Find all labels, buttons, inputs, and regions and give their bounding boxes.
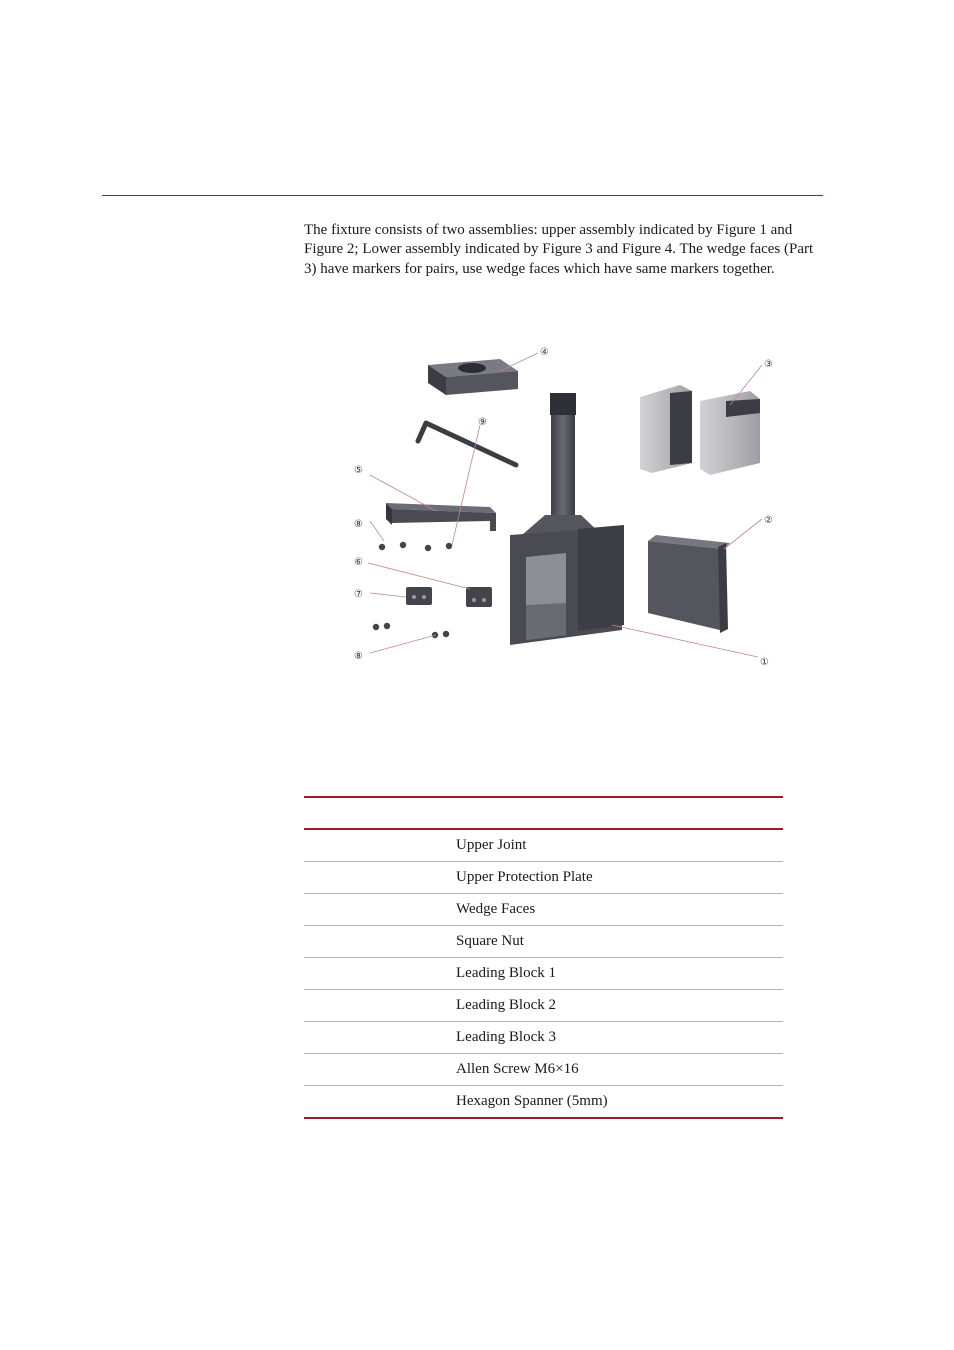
table-row [304,1086,783,1119]
part-number [304,926,456,958]
part-number [304,862,456,894]
table-row [304,829,783,862]
header-name [456,797,783,829]
table-row [304,894,783,926]
upper-protection-plate-part [648,535,730,633]
table-row [304,990,783,1022]
intro-paragraph: The fixture consists of two assemblies: upper assembly indicated by Figure 1 and Figure 2; Lower assembly indicated by Figure 3 and Figure 4. The wedge faces (Part 3) have markers for pairs, use wedge faces which have same markers together. [304,222,814,277]
part-number [304,894,456,926]
callout-8b: ⑧ [354,651,363,662]
callout-6: ⑥ [354,557,363,568]
part-number [304,1022,456,1054]
parts-list-table [304,796,783,1119]
leading-block-2-part [406,587,432,605]
callout-8a: ⑧ [354,519,363,530]
table-row [304,1054,783,1086]
upper-joint-part [510,393,624,645]
exploded-view-figure [340,335,785,675]
hex-spanner-part [418,423,516,465]
callout-5: ⑤ [354,465,363,476]
header-rule [102,195,823,196]
part-number [304,829,456,862]
callout-7: ⑦ [354,589,363,600]
part-name: Upper Protection Plate [456,862,783,894]
callout-2: ② [764,515,773,526]
table-header-row [304,797,783,829]
header-no [304,797,456,829]
leading-block-1-part [386,503,496,531]
exploded-view-illustration [340,335,785,675]
table-row [304,926,783,958]
part-name: Upper Joint [456,829,783,862]
table-row [304,862,783,894]
callout-3: ③ [764,359,773,370]
part-number [304,990,456,1022]
callout-1: ① [760,657,769,668]
table-row [304,1022,783,1054]
wedge-faces-part [640,385,760,475]
part-name: Square Nut [456,926,783,958]
part-name: Allen Screw M6×16 [456,1054,783,1086]
part-name: Leading Block 2 [456,990,783,1022]
allen-screws-upper [379,542,452,551]
part-name: Hexagon Spanner (5mm) [456,1086,783,1119]
part-number [304,1086,456,1119]
part-number [304,1054,456,1086]
callout-4: ④ [540,347,549,358]
part-name: Leading Block 1 [456,958,783,990]
part-number [304,958,456,990]
allen-screws-lower [373,623,449,638]
square-nut-part [428,359,518,395]
callout-9: ⑨ [478,417,487,428]
leading-block-3-part [466,587,492,607]
part-name: Wedge Faces [456,894,783,926]
table-row [304,958,783,990]
part-name: Leading Block 3 [456,1022,783,1054]
